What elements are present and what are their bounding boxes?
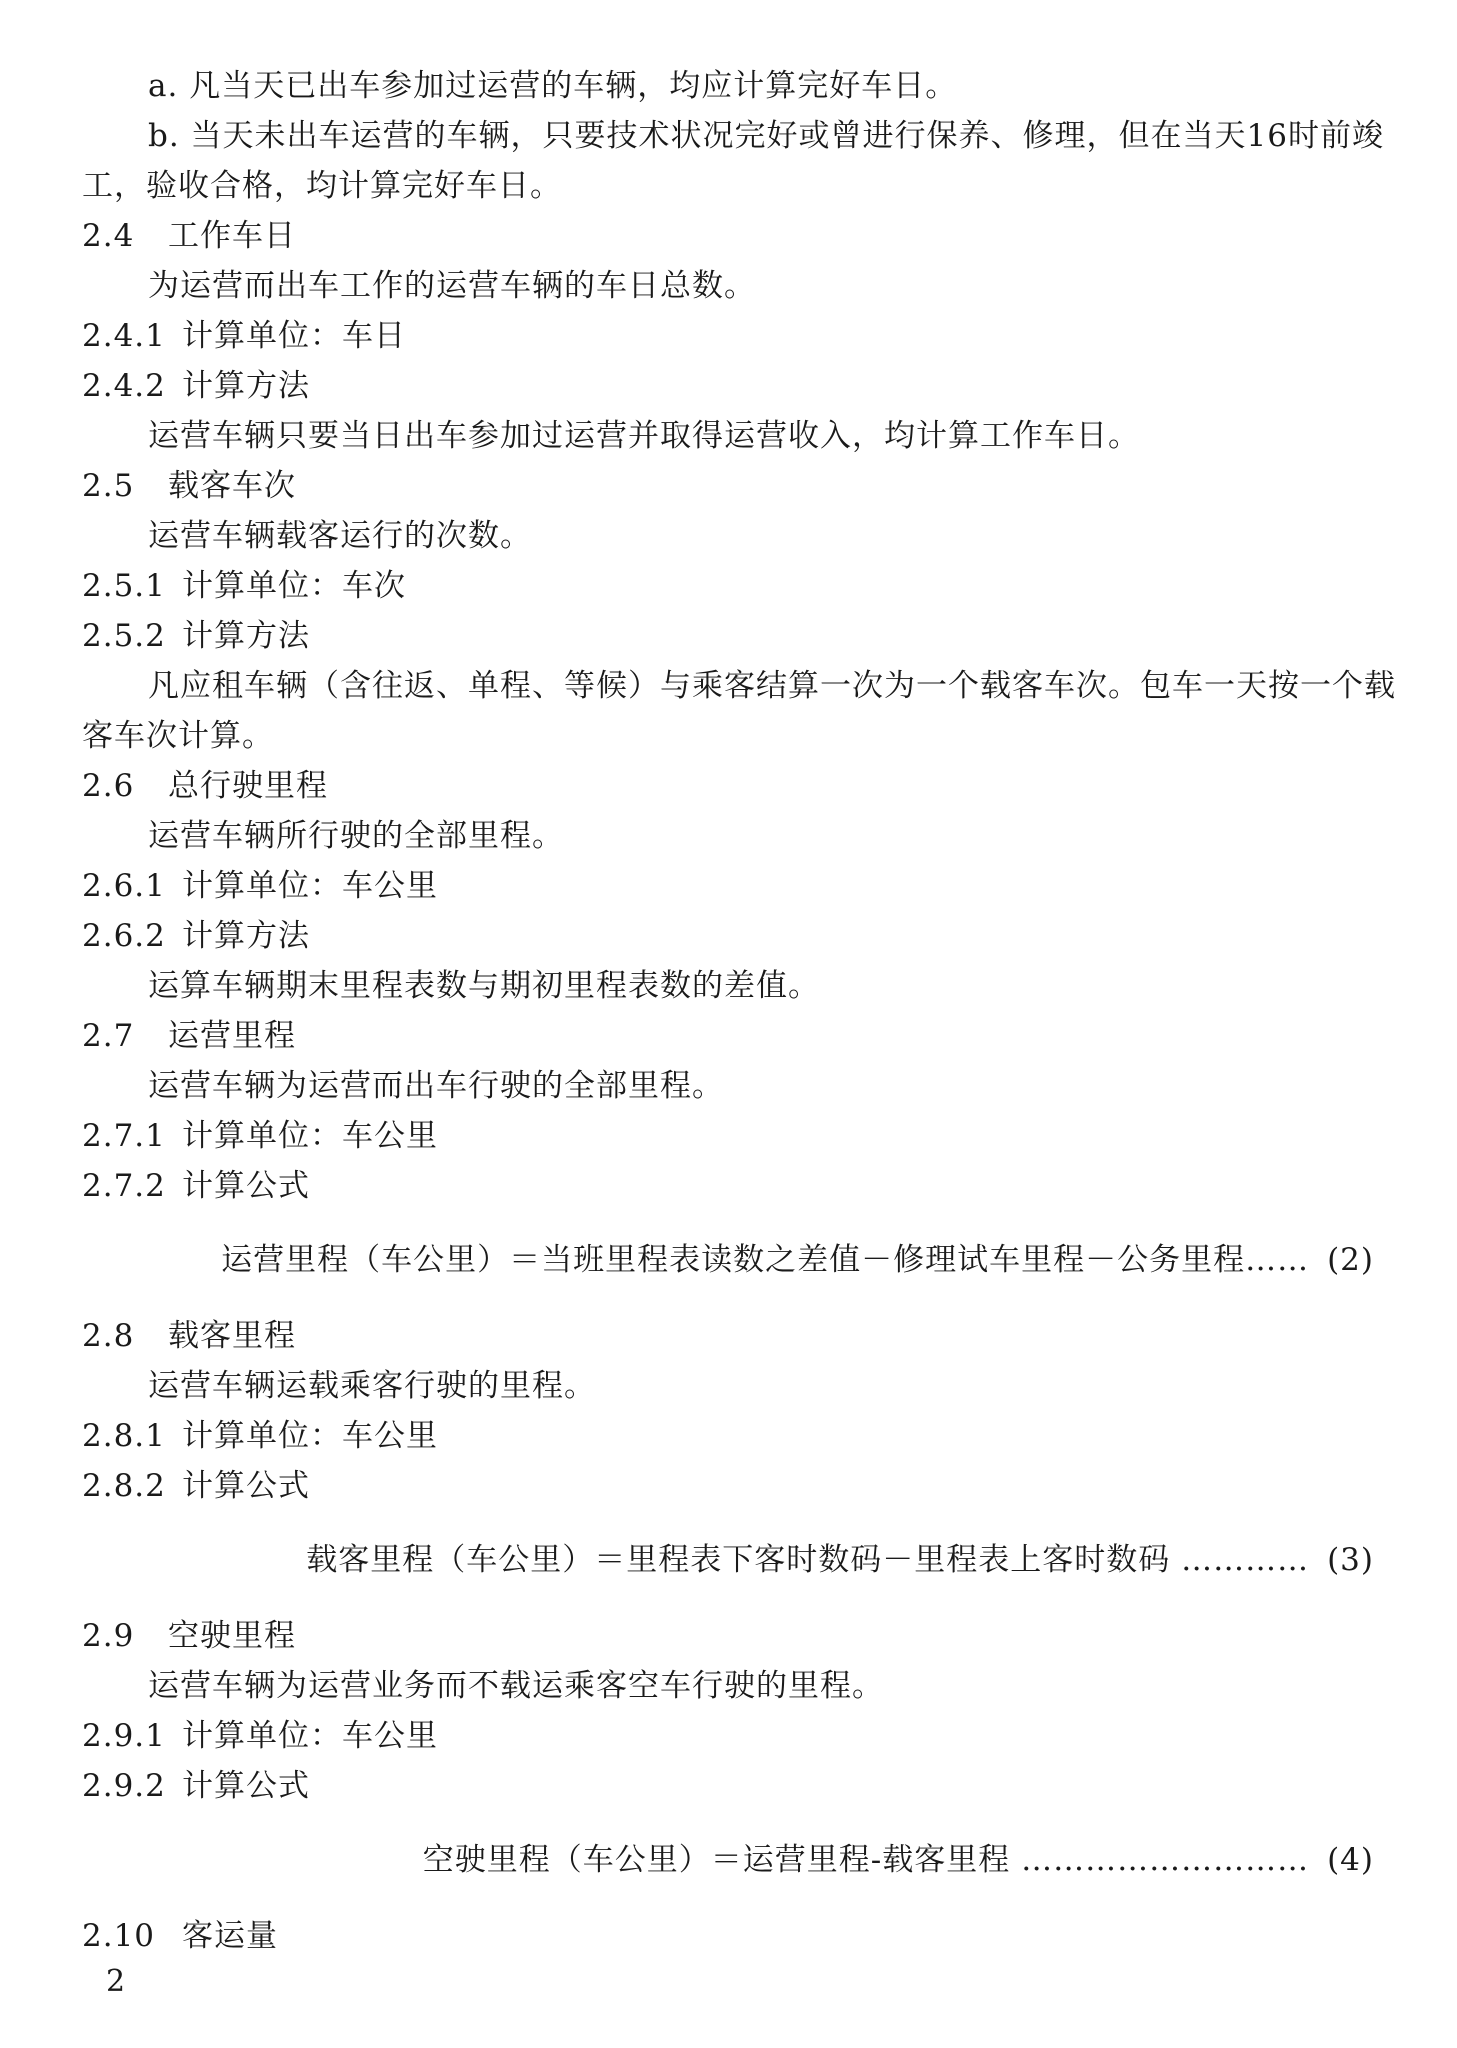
section-heading [82,1316,296,1356]
section-number: 2.8 [82,1318,135,1354]
section-description: 运营车辆载客运行的次数。 [148,518,532,554]
subsection-heading [82,1166,310,1206]
item-b-line2: 工，验收合格，均计算完好车日。 [82,168,562,204]
subsection-heading [82,1716,438,1756]
section-title: 运营里程 [168,1018,296,1054]
subsection-heading [82,1766,310,1806]
subsection-description-cont: 客车次计算。 [82,718,274,754]
formula-4 [423,1840,1374,1880]
subsection-number: 2.4.1 [82,318,166,354]
subsection-text: 计算单位：车公里 [182,1118,438,1154]
subsection-heading [82,366,310,406]
subsection-heading [82,916,310,956]
formula-text: 运营里程（车公里）＝当班里程表读数之差值－修理试车里程－公务里程…… [221,1242,1310,1278]
subsection-number: 2.5.1 [82,568,166,604]
subsection-heading [82,1416,438,1456]
subsection-number: 2.9.1 [82,1718,166,1754]
subsection-description: 运算车辆期末里程表数与期初里程表数的差值。 [148,968,820,1004]
section-number: 2.4 [82,218,135,254]
item-b-line1: b. 当天未出车运营的车辆，只要技术状况完好或曾进行保养、修理，但在当天16时前竣 [148,118,1384,154]
section-title: 总行驶里程 [168,768,328,804]
section-heading [82,1016,296,1056]
section-heading [82,216,296,256]
section-number: 2.10 [82,1918,156,1954]
section-number: 2.9 [82,1618,135,1654]
subsection-text: 计算单位：车公里 [182,1718,438,1754]
subsection-heading [82,1116,438,1156]
subsection-number: 2.9.2 [82,1768,166,1804]
subsection-text: 计算单位：车公里 [182,1418,438,1454]
subsection-number: 2.8.2 [82,1468,166,1504]
section-description: 运营车辆所行驶的全部里程。 [148,818,564,854]
subsection-text: 计算单位：车日 [182,318,406,354]
equation-number: (4) [1327,1842,1374,1878]
equation-number: (3) [1327,1542,1374,1578]
subsection-number: 2.6.2 [82,918,166,954]
subsection-number: 2.7.1 [82,1118,166,1154]
subsection-heading [82,316,406,356]
section-heading [82,1916,278,1956]
section-description: 运营车辆为运营而出车行驶的全部里程。 [148,1068,724,1104]
section-heading [82,466,296,506]
section-title: 载客车次 [168,468,296,504]
section-number: 2.6 [82,768,135,804]
subsection-text: 计算方法 [182,618,310,654]
section-title: 工作车日 [168,218,296,254]
subsection-number: 2.5.2 [82,618,166,654]
subsection-description: 运营车辆只要当日出车参加过运营并取得运营收入，均计算工作车日。 [148,418,1140,454]
subsection-text: 计算方法 [182,918,310,954]
section-heading [82,1616,296,1656]
subsection-text: 计算公式 [182,1468,310,1504]
subsection-number: 2.7.2 [82,1168,166,1204]
subsection-heading [82,866,438,906]
section-description: 运营车辆为运营业务而不载运乘客空车行驶的里程。 [148,1668,884,1704]
item-a: a. 凡当天已出车参加过运营的车辆，均应计算完好车日。 [148,68,958,104]
formula-3 [306,1540,1374,1580]
section-description: 为运营而出车工作的运营车辆的车日总数。 [148,268,756,304]
subsection-number: 2.8.1 [82,1418,166,1454]
section-number: 2.7 [82,1018,135,1054]
section-number: 2.5 [82,468,135,504]
subsection-text: 计算公式 [182,1168,310,1204]
page-number: 2 [106,1964,126,1999]
subsection-number: 2.4.2 [82,368,166,404]
section-description: 运营车辆运载乘客行驶的里程。 [148,1368,596,1404]
formula-2 [221,1240,1374,1280]
formula-text: 载客里程（车公里）＝里程表下客时数码－里程表上客时数码 ………… [306,1542,1310,1578]
subsection-heading [82,616,310,656]
subsection-number: 2.6.1 [82,868,166,904]
section-title: 客运量 [182,1918,278,1954]
subsection-text: 计算方法 [182,368,310,404]
subsection-text: 计算公式 [182,1768,310,1804]
section-title: 空驶里程 [168,1618,296,1654]
section-title: 载客里程 [168,1318,296,1354]
section-heading [82,766,328,806]
formula-text: 空驶里程（车公里）＝运营里程-载客里程 ……………………… [422,1842,1310,1878]
subsection-heading [82,1466,310,1506]
equation-number: (2) [1327,1242,1374,1278]
subsection-description: 凡应租车辆（含往返、单程、等候）与乘客结算一次为一个载客车次。包车一天按一个载 [148,668,1396,704]
subsection-text: 计算单位：车次 [182,568,406,604]
subsection-heading [82,566,406,606]
subsection-text: 计算单位：车公里 [182,868,438,904]
